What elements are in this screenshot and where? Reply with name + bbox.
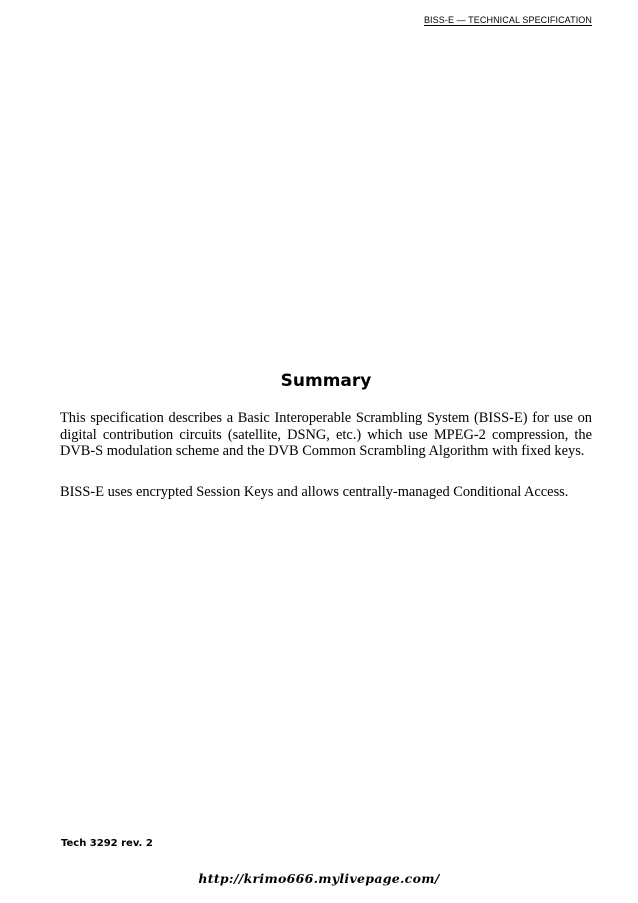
summary-paragraph-2: BISS-E uses encrypted Session Keys and allows centrally-managed Conditional Access. [60,484,569,500]
summary-heading: Summary [280,371,372,391]
document-number: Tech 3292 rev. 2 [61,838,153,849]
running-header: BISS-E — TECHNICAL SPECIFICATION [423,15,592,25]
summary-paragraph-1: This specification describes a Basic Interoperable Scrambling System (BISS-E) for use on digital contribution circuits (satellite, DSNG, etc.) which use MPEG-2 compression, the DVB-S modulation scheme and the DVB Common Scrambling Algorithm with fixed keys. [60,410,592,459]
source-url: http://krimo666.mylivepage.com/ [198,871,440,886]
